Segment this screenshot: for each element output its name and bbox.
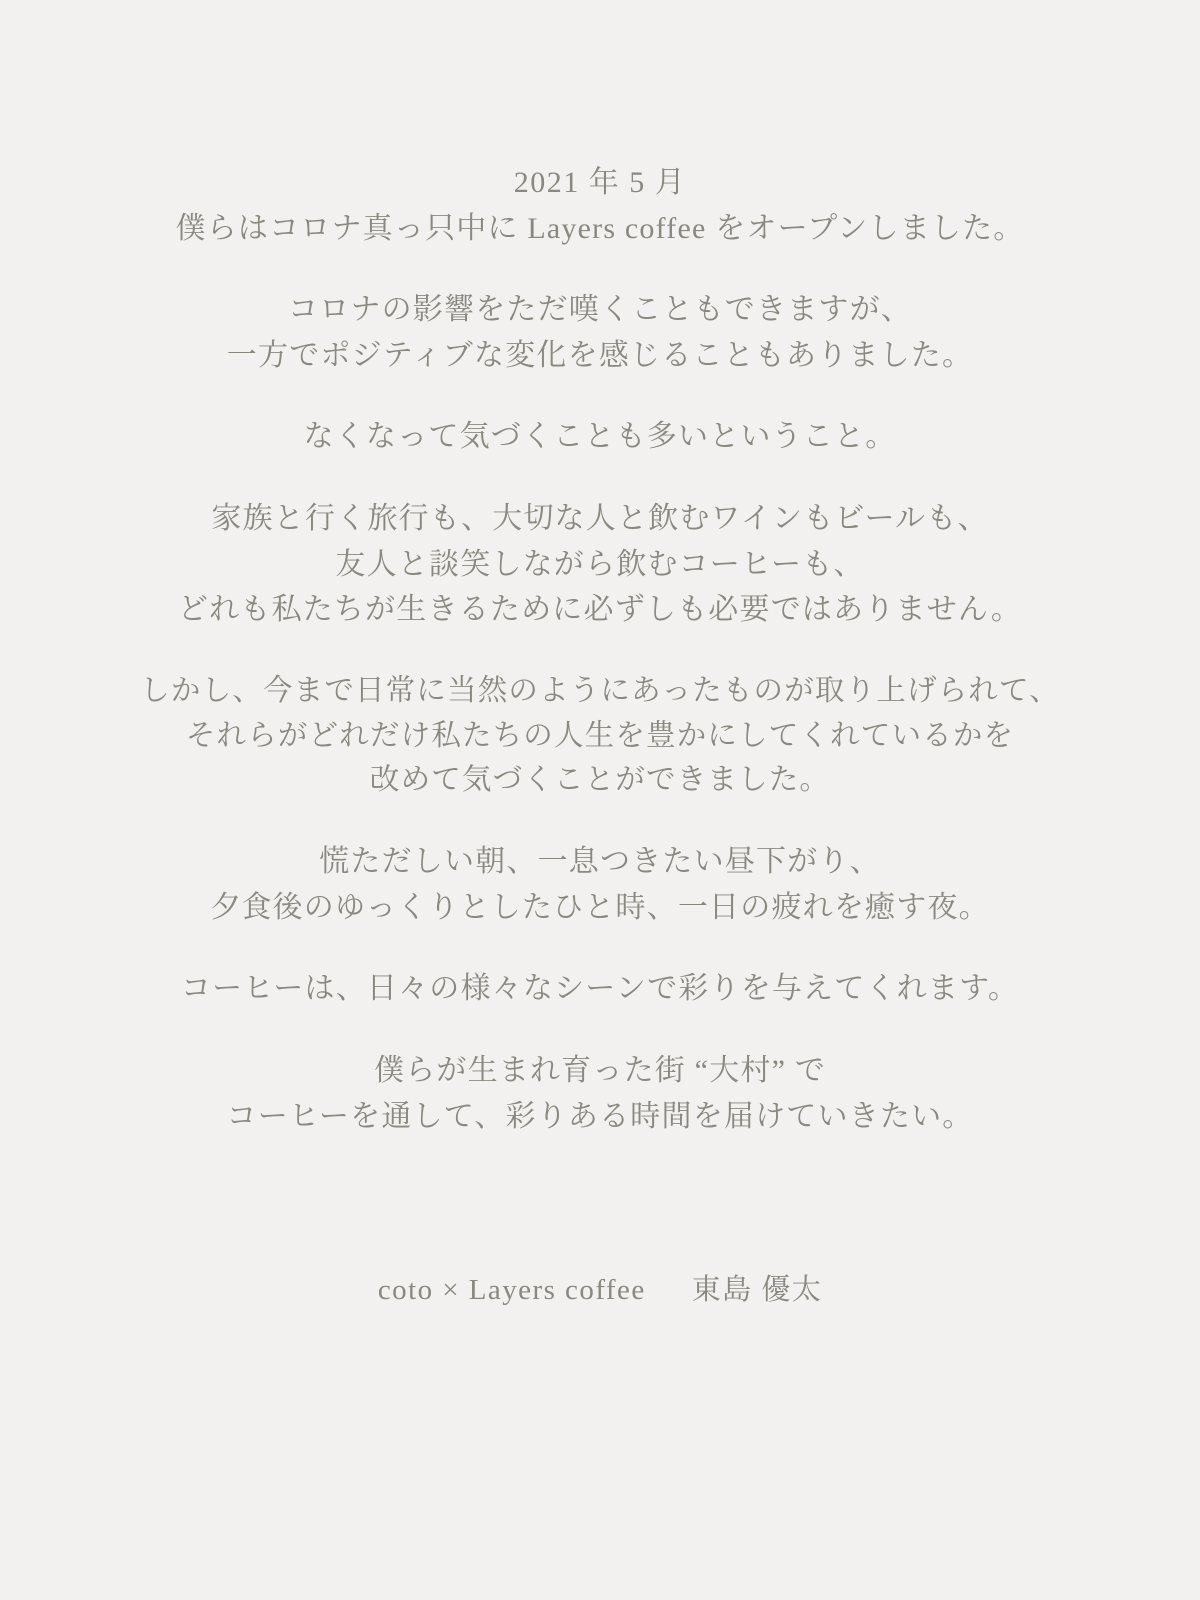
paragraph-opening xyxy=(70,160,1130,251)
text-line: 僕らが生まれ育った街 “大村” で xyxy=(373,1054,827,1088)
text-line: どれも私たちが生きるために必ずしも必要ではありません。 xyxy=(177,593,1023,627)
text-line: コーヒーを通して、彩りある時間を届けていきたい。 xyxy=(226,1099,974,1133)
signature-block xyxy=(378,1267,822,1308)
message-body xyxy=(70,160,1130,1175)
text-line: 一方でポジティブな変化を感じることもありました。 xyxy=(226,338,974,372)
text-line: 慌ただしい朝、一息つきたい昼下がり、 xyxy=(319,845,881,879)
paragraph-coffee-color xyxy=(70,966,1130,1012)
paragraph-impact xyxy=(70,287,1130,378)
paragraph-hometown xyxy=(70,1048,1130,1139)
signature-brand: coto × Layers coffee xyxy=(377,1274,646,1307)
paragraph-scenes xyxy=(70,839,1130,930)
text-line: なくなって気づくことも多いということ。 xyxy=(303,420,897,454)
paragraph-however xyxy=(70,669,1130,803)
text-line: それらがどれだけ私たちの人生を豊かにしてくれているかを xyxy=(185,719,1015,752)
text-line: 家族と行く旅行も、大切な人と飲むワインもビールも、 xyxy=(211,501,989,535)
paragraph-not-necessary xyxy=(70,496,1130,633)
text-line: 夕食後のゆっくりとしたひと時、一日の疲れを癒す夜。 xyxy=(210,890,990,924)
text-line: コロナの影響をただ嘆くこともできますが、 xyxy=(288,293,912,327)
signature-author: 東島 優太 xyxy=(691,1274,823,1307)
text-line: しかし、今まで日常に当然のようにあったものが取り上げられて、 xyxy=(140,674,1060,707)
text-line: 僕らはコロナ真っ只中に Layers coffee をオープンしました。 xyxy=(175,211,1025,245)
text-line: コーヒーは、日々の様々なシーンで彩りを与えてくれます。 xyxy=(180,972,1020,1006)
text-line: 友人と談笑しながら飲むコーヒーも、 xyxy=(335,547,865,581)
text-line: 改めて気づくことができました。 xyxy=(369,764,831,797)
paragraph-realization xyxy=(70,414,1130,460)
text-line: 2021 年 5 月 xyxy=(513,166,687,199)
